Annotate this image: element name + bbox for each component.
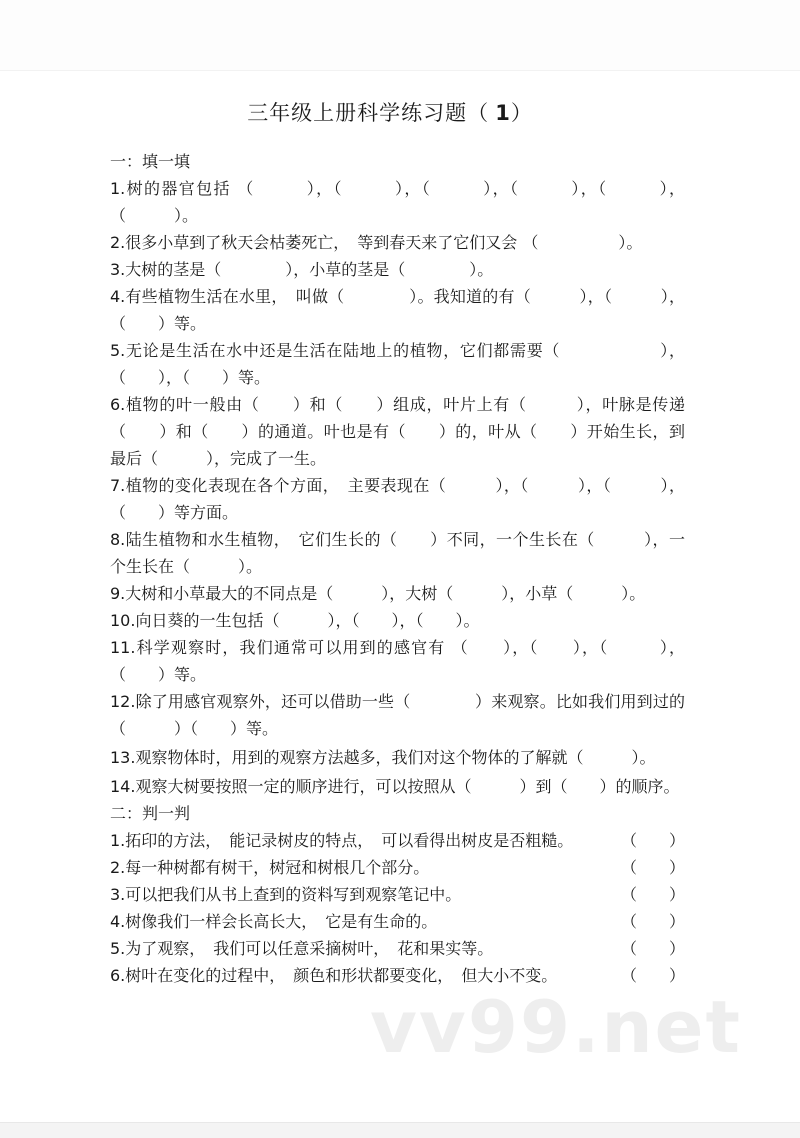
fill-item: 10.向日葵的一生包括（ ），（ ），（ ）。 — [110, 611, 480, 630]
answer-bracket: （ ） — [620, 966, 685, 985]
judge-item-text: 4.树像我们一样会长高长大， 它是有生命的。 — [110, 912, 438, 931]
title-number: 1 — [495, 101, 511, 125]
fill-item: 11.科学观察时，我们通常可以用到的感官有 （ ），（ ），（ ），（ ）等。 — [110, 638, 685, 684]
judge-item-text: 6.树叶在变化的过程中， 颜色和形状都要变化， 但大小不变。 — [110, 966, 558, 985]
answer-bracket: （ ） — [620, 939, 685, 958]
fill-item: 12.除了用感官观察外，还可以借助一些（ ）来观察。比如我们用到过的（ ）（ ）等。 — [110, 692, 685, 738]
top-margin-strip — [0, 0, 800, 71]
answer-bracket: （ ） — [620, 912, 685, 931]
fill-item: 8.陆生植物和水生植物， 它们生长的（ ）不同，一个生长在（ ），一个生长在（ ）。 — [110, 530, 685, 576]
fill-item: 13.观察物体时，用到的观察方法越多，我们对这个物体的了解就（ ）。 — [110, 748, 656, 767]
bottom-margin-strip — [0, 1122, 800, 1138]
judge-item-text: 3.可以把我们从书上查到的资料写到观察笔记中。 — [110, 885, 462, 904]
fill-item: 1.树的器官包括 （ ），（ ），（ ），（ ），（ ），（ ）。 — [110, 179, 685, 225]
judge-item-text: 5.为了观察， 我们可以任意采摘树叶， 花和果实等。 — [110, 939, 494, 958]
judge-item — [110, 827, 685, 854]
watermark: vv99.net — [370, 985, 742, 1069]
fill-item: 5.无论是生活在水中还是生活在陆地上的植物，它们都需要（ ），（ ），（ ）等。 — [110, 341, 685, 387]
title-close: ） — [510, 101, 533, 125]
answer-bracket: （ ） — [620, 831, 685, 850]
answer-bracket: （ ） — [620, 885, 685, 904]
section-heading-judge: 二：判一判 — [110, 804, 191, 823]
judge-item — [110, 908, 685, 935]
fill-item: 9.大树和小草最大的不同点是（ ），大树（ ），小草（ ）。 — [110, 584, 646, 603]
judge-item-text: 2.每一种树都有树干，树冠和树根几个部分。 — [110, 858, 430, 877]
judge-item — [110, 935, 685, 962]
judge-item — [110, 854, 685, 881]
judge-item — [110, 881, 685, 908]
worksheet-content — [110, 148, 685, 989]
judge-item-text: 1.拓印的方法， 能记录树皮的特点， 可以看得出树皮是否粗糙。 — [110, 831, 574, 850]
page-title — [0, 97, 780, 127]
fill-item: 4.有些植物生活在水里， 叫做（ ）。我知道的有（ ），（ ），（ ）等。 — [110, 287, 685, 333]
fill-item: 3.大树的茎是（ ），小草的茎是（ ）。 — [110, 260, 494, 279]
answer-bracket: （ ） — [620, 858, 685, 877]
fill-item: 2.很多小草到了秋天会枯萎死亡， 等到春天来了它们又会 （ ）。 — [110, 233, 643, 252]
fill-item: 14.观察大树要按照一定的顺序进行，可以按照从（ ）到（ ）的顺序。 — [110, 777, 680, 796]
title-text: 三年级上册科学练习题（ — [247, 101, 490, 125]
fill-item: 7.植物的变化表现在各个方面， 主要表现在（ ），（ ），（ ），（ ）等方面。 — [110, 476, 685, 522]
fill-item: 6.植物的叶一般由（ ）和（ ）组成，叶片上有（ ），叶脉是传递（ ）和（ ）的通道。叶也是有（ ）的，叶从（ ）开始生长，到最后（ ），完成了一生。 — [110, 395, 685, 468]
section-heading-fill: 一：填一填 — [110, 152, 191, 171]
